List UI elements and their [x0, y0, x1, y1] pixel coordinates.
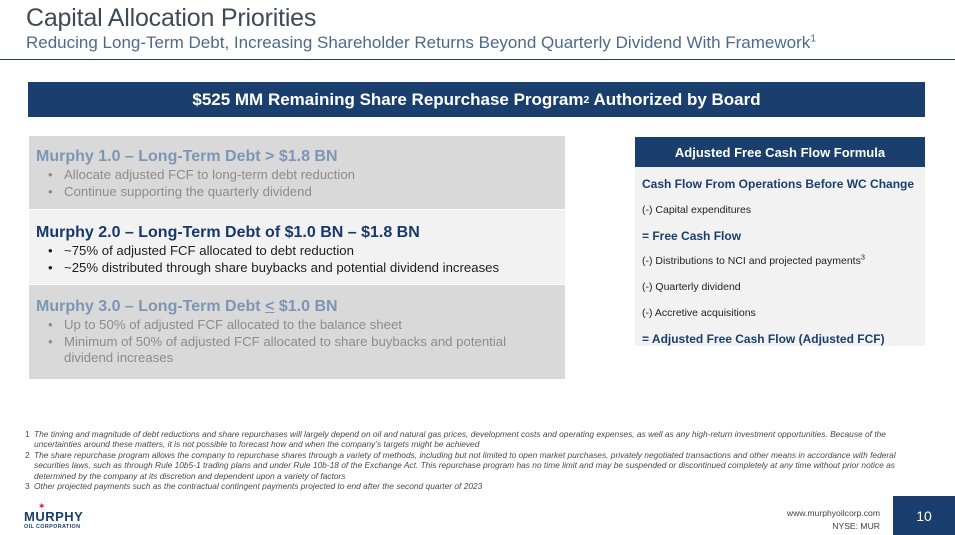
- tier-bullet: • Up to 50% of adjusted FCF allocated to the balance sheet: [64, 317, 557, 334]
- subtitle-text: Reducing Long-Term Debt, Increasing Shareholder Returns Beyond Quarterly Dividend With Framework: [26, 33, 811, 52]
- tier-bullets: [64, 243, 557, 276]
- tier-heading-prefix: Murphy 3.0 – Long-Term Debt: [36, 298, 266, 315]
- tier-murphy-2: [29, 209, 565, 285]
- tier-murphy-1: [29, 136, 565, 209]
- footnotes: [25, 429, 930, 491]
- tier-bullet: • Allocate adjusted FCF to long-term debt reduction: [64, 167, 557, 184]
- less-than-or-equal-symbol: <: [265, 298, 275, 315]
- header-divider: [0, 59, 955, 60]
- tier-heading: Murphy 2.0 – Long-Term Debt of $1.0 BN – $1.8 BN: [36, 224, 420, 241]
- footnote-text: Other projected payments such as the contractual contingent payments projected to end after the second quarter of 2023: [34, 481, 483, 492]
- fcf-row-cfo: Cash Flow From Operations Before WC Change: [642, 177, 915, 191]
- footnote-number: 3: [25, 481, 30, 492]
- fcf-row-capex: (-) Capital expenditures: [642, 203, 752, 216]
- star-icon: ✶: [38, 501, 46, 511]
- repurchase-banner: $525 MM Remaining Share Repurchase Program 2 Authorized by Board: [28, 82, 925, 117]
- banner-text: $525 MM Remaining Share Repurchase Program: [192, 89, 584, 109]
- tier-bullet: • Minimum of 50% of adjusted FCF allocated to share buybacks and potential dividend increases: [64, 334, 557, 367]
- stock-ticker: NYSE: MUR: [832, 521, 880, 531]
- tier-heading: Murphy 1.0 – Long-Term Debt > $1.8 BN: [36, 148, 338, 165]
- fcf-footnote-ref: 3: [860, 252, 865, 262]
- tier-bullet: • ~75% of adjusted FCF allocated to debt reduction: [64, 243, 557, 260]
- footnote-text: The share repurchase program allows the company to repurchase shares through a variety of methods, including but not limited to open market purchases, privately negotiated transactions and other means in accordance with federal securities laws, such as through Rule 10b5-1 trading plans and under Rule 10b-18 of the Exchange Act. This repurchase program has no time limit and may be suspended or discontinued completely at any time without prior notice as determined by the company at its discretion and dependent upon a variety of factors: [34, 449, 896, 481]
- tier-bullet: • ~25% distributed through share buybacks and potential dividend increases: [64, 260, 557, 277]
- company-url: www.murphyoilcorp.com: [786, 508, 880, 518]
- footnote-2: [25, 450, 930, 481]
- fcf-row-nci-text: (-) Distributions to NCI and projected payments: [642, 255, 861, 268]
- page-subtitle: [26, 33, 816, 53]
- fcf-row-free-cash-flow: = Free Cash Flow: [642, 228, 742, 243]
- tier-heading-suffix: $1.0 BN: [274, 298, 338, 315]
- fcf-formula-panel: [635, 137, 925, 346]
- subtitle-footnote-ref: 1: [810, 32, 817, 45]
- fcf-row-nci-distributions: [642, 249, 918, 275]
- fcf-row-acquisitions: (-) Accretive acquisitions: [642, 306, 756, 319]
- tier-bullets: [64, 167, 557, 200]
- footnote-number: 2: [25, 449, 30, 460]
- footnote-1: [25, 429, 930, 450]
- logo-wordmark: MURPHY: [24, 509, 84, 524]
- tier-heading: [36, 297, 557, 316]
- footnote-3: [25, 481, 930, 491]
- tier-bullets: [64, 317, 557, 367]
- fcf-row-quarterly-dividend: (-) Quarterly dividend: [642, 281, 741, 294]
- page-number: 10: [893, 496, 955, 535]
- footnote-text: The timing and magnitude of debt reductions and share repurchases will largely depend on oil and natural gas prices, development costs and operating expenses, as well as any high-return investment opportunities. Because of the uncertainties around these matters, it is not possible to forecast how and when the company’s targets might be achieved: [34, 429, 886, 450]
- footnote-number: 1: [25, 429, 30, 439]
- tier-bullet: • Continue supporting the quarterly dividend: [64, 184, 557, 201]
- banner-text-after: Authorized by Board: [589, 89, 761, 109]
- tier-murphy-3: [29, 285, 565, 379]
- fcf-row-adjusted-fcf: = Adjusted Free Cash Flow (Adjusted FCF): [642, 331, 885, 346]
- logo-subtitle: OIL CORPORATION: [24, 524, 81, 530]
- fcf-formula-body: [635, 167, 925, 346]
- capital-framework-tiers: [29, 136, 565, 379]
- page-title: Capital Allocation Priorities: [26, 4, 317, 32]
- fcf-formula-title: Adjusted Free Cash Flow Formula: [635, 137, 925, 167]
